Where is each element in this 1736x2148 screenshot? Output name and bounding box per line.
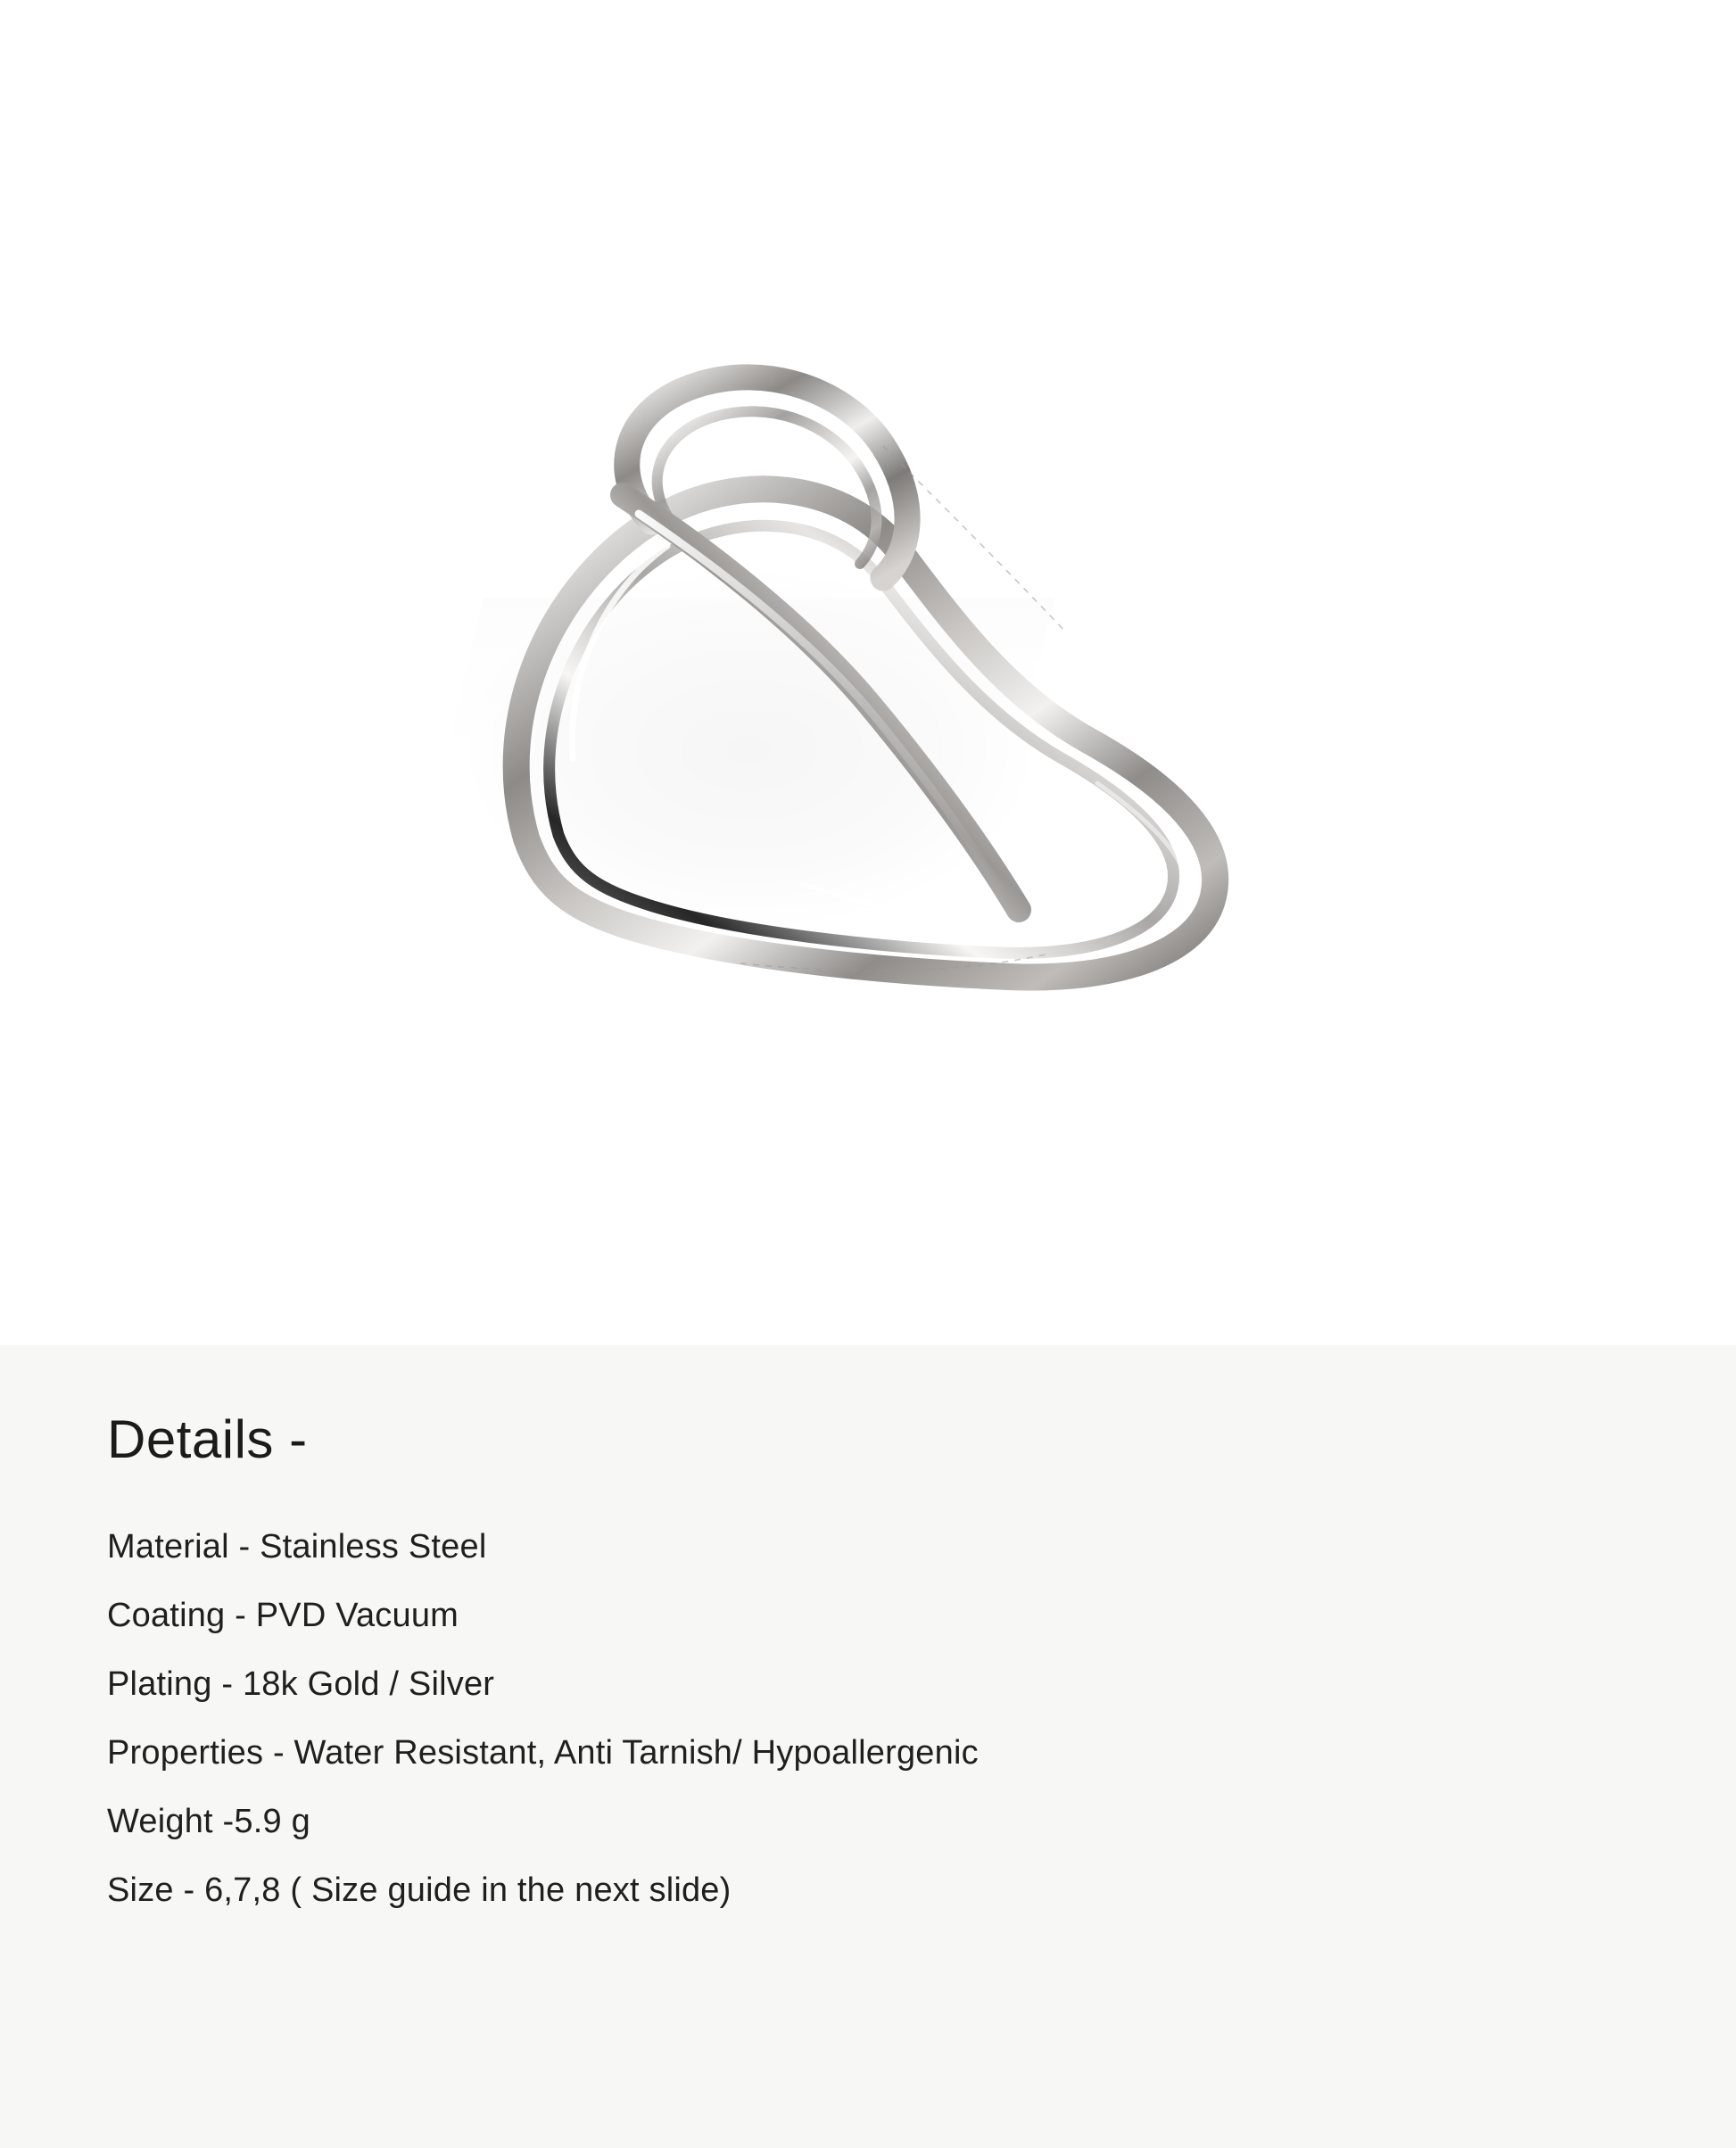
- spec-coating: Coating - PVD Vacuum: [107, 1597, 459, 1635]
- spec-properties: Properties - Water Resistant, Anti Tarnish/ Hypoallergenic: [107, 1734, 979, 1772]
- spec-list: [107, 1523, 1629, 1916]
- spec-weight: Weight -5.9 g: [107, 1803, 310, 1841]
- spec-material: Material - Stainless Steel: [107, 1528, 487, 1566]
- details-heading: Details -: [107, 1409, 308, 1469]
- ring-illustration: [384, 339, 1329, 1017]
- details-content: [0, 1345, 1736, 1916]
- details-pane: [0, 1345, 1736, 2148]
- spec-plating: Plating - 18k Gold / Silver: [107, 1665, 495, 1704]
- spec-size: Size - 6,7,8 ( Size guide in the next slide): [107, 1871, 732, 1910]
